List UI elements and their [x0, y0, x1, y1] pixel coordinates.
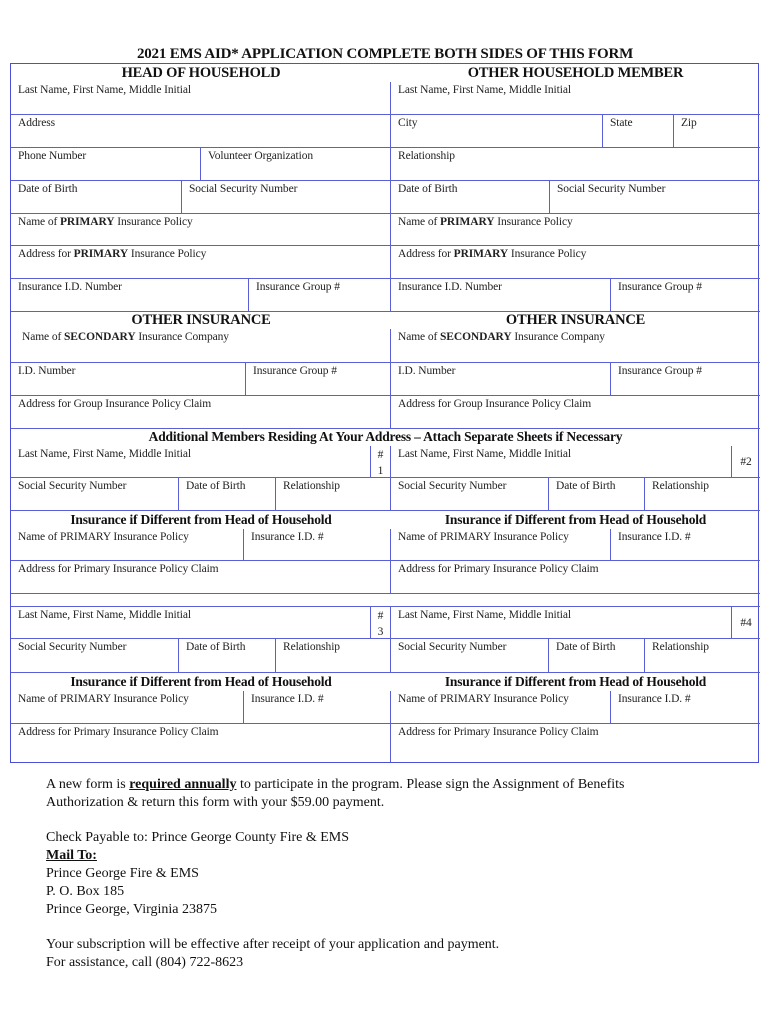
head-secondary-id-field[interactable]: I.D. Number	[11, 363, 246, 396]
member3-insurance-heading: Insurance if Different from Head of Household	[70, 674, 332, 689]
member-primary-address-field[interactable]: Address for PRIMARY Insurance Policy	[391, 246, 760, 279]
member1-insurance-heading: Insurance if Different from Head of Household	[70, 512, 332, 527]
head-secondary-group-field[interactable]: Insurance Group #	[246, 363, 391, 396]
member-primary-policy-field[interactable]: Name of PRIMARY Insurance Policy	[391, 214, 760, 246]
head-insurance-group-field[interactable]: Insurance Group #	[249, 279, 391, 312]
member3-number-tag: # 3	[371, 607, 391, 639]
form-title: 2021 EMS AID* APPLICATION COMPLETE BOTH SIDES OF THIS FORM	[136, 46, 634, 62]
head-group-claim-address-field[interactable]: Address for Group Insurance Policy Claim	[11, 396, 391, 429]
member2-primary-policy-field[interactable]: Name of PRIMARY Insurance Policy	[391, 529, 611, 561]
member-state-field[interactable]: State	[603, 115, 674, 148]
head-insurance-id-field[interactable]: Insurance I.D. Number	[11, 279, 249, 312]
other-insurance-heading-left: OTHER INSURANCE	[131, 312, 271, 328]
other-household-member-heading: OTHER HOUSEHOLD MEMBER	[467, 65, 684, 81]
member2-insurance-heading: Insurance if Different from Head of Household	[444, 512, 707, 527]
member-name-field[interactable]: Last Name, First Name, Middle Initial	[391, 82, 760, 115]
member3-dob-field[interactable]: Date of Birth	[179, 639, 276, 673]
member3-ssn-field[interactable]: Social Security Number	[11, 639, 179, 673]
member-ssn-field[interactable]: Social Security Number	[550, 181, 760, 214]
member2-insurance-id-field[interactable]: Insurance I.D. #	[611, 529, 760, 561]
head-ssn-field[interactable]: Social Security Number	[182, 181, 391, 214]
member-relationship-field[interactable]: Relationship	[391, 148, 760, 181]
member4-number-tag: #4	[732, 607, 760, 639]
section-spacer	[11, 594, 760, 607]
member1-insurance-id-field[interactable]: Insurance I.D. #	[244, 529, 391, 561]
member2-dob-field[interactable]: Date of Birth	[549, 478, 645, 511]
member-secondary-id-field[interactable]: I.D. Number	[391, 363, 611, 396]
member1-primary-policy-field[interactable]: Name of PRIMARY Insurance Policy	[11, 529, 244, 561]
member4-primary-policy-field[interactable]: Name of PRIMARY Insurance Policy	[391, 691, 611, 724]
member-insurance-group-field[interactable]: Insurance Group #	[611, 279, 760, 312]
member3-claim-address-field[interactable]: Address for Primary Insurance Policy Claim	[11, 724, 391, 762]
member1-ssn-field[interactable]: Social Security Number	[11, 478, 179, 511]
member3-relationship-field[interactable]: Relationship	[276, 639, 391, 673]
member4-claim-address-field[interactable]: Address for Primary Insurance Policy Claim	[398, 726, 599, 738]
member2-name-field[interactable]: Last Name, First Name, Middle Initial	[391, 446, 732, 478]
mail-address-line1: Prince George Fire & EMS	[46, 866, 199, 881]
member-secondary-group-field[interactable]: Insurance Group #	[611, 363, 760, 396]
head-address-field[interactable]: Address	[11, 115, 391, 148]
other-insurance-heading-right: OTHER INSURANCE	[505, 312, 646, 328]
member2-relationship-field[interactable]: Relationship	[645, 478, 760, 511]
application-form	[10, 63, 759, 763]
assistance-phone: For assistance, call (804) 722-8623	[46, 955, 244, 970]
member3-insurance-id-field[interactable]: Insurance I.D. #	[244, 691, 391, 724]
member2-number-tag: #2	[732, 446, 760, 478]
renewal-notice: A new form is required annually to participate in the program. Please sign the Assignment of Benefits Authorization & return this form with your $59.00 payment.	[46, 777, 625, 810]
member1-name-field[interactable]: Last Name, First Name, Middle Initial	[11, 446, 371, 478]
check-payable-text: Check Payable to: Prince George County Fire & EMS	[46, 830, 350, 845]
member4-dob-field[interactable]: Date of Birth	[549, 639, 645, 673]
member4-name-field[interactable]: Last Name, First Name, Middle Initial	[391, 607, 732, 639]
head-primary-address-field[interactable]: Address for PRIMARY Insurance Policy	[11, 246, 391, 279]
member-dob-field[interactable]: Date of Birth	[391, 181, 550, 214]
member1-dob-field[interactable]: Date of Birth	[179, 478, 276, 511]
member1-number-tag: # 1	[371, 446, 391, 478]
head-volunteer-org-field[interactable]: Volunteer Organization	[201, 148, 391, 181]
member-secondary-company-field[interactable]: Name of SECONDARY Insurance Company	[391, 329, 760, 363]
member3-name-field[interactable]: Last Name, First Name, Middle Initial	[11, 607, 371, 639]
member-group-claim-address-field[interactable]: Address for Group Insurance Policy Claim	[391, 396, 760, 429]
effective-notice: Your subscription will be effective after receipt of your application and payment.	[46, 937, 500, 952]
mail-address-line2: P. O. Box 185	[46, 884, 125, 899]
member4-ssn-field[interactable]: Social Security Number	[391, 639, 549, 673]
member3-primary-policy-field[interactable]: Name of PRIMARY Insurance Policy	[11, 691, 244, 724]
member-city-field[interactable]: City	[391, 115, 603, 148]
member-insurance-id-field[interactable]: Insurance I.D. Number	[391, 279, 611, 312]
mail-address-line3: Prince George, Virginia 23875	[46, 902, 218, 917]
member-zip-field[interactable]: Zip	[674, 115, 760, 148]
head-name-field[interactable]: Last Name, First Name, Middle Initial	[11, 82, 391, 115]
head-dob-field[interactable]: Date of Birth	[11, 181, 182, 214]
member2-claim-address-field[interactable]: Address for Primary Insurance Policy Claim	[391, 561, 760, 594]
head-secondary-company-field[interactable]: Name of SECONDARY Insurance Company	[11, 329, 391, 363]
member4-relationship-field[interactable]: Relationship	[645, 639, 760, 673]
head-primary-policy-field[interactable]: Name of PRIMARY Insurance Policy	[11, 214, 391, 246]
member1-claim-address-field[interactable]: Address for Primary Insurance Policy Claim	[11, 561, 391, 594]
member4-insurance-heading: Insurance if Different from Head of Household	[444, 674, 707, 689]
member1-relationship-field[interactable]: Relationship	[276, 478, 391, 511]
member4-insurance-id-field[interactable]: Insurance I.D. #	[611, 691, 760, 724]
head-of-household-heading: HEAD OF HOUSEHOLD	[121, 65, 281, 81]
mail-to-label: Mail To:	[46, 848, 97, 863]
additional-members-heading: Additional Members Residing At Your Address – Attach Separate Sheets if Necessary	[148, 429, 623, 444]
member2-ssn-field[interactable]: Social Security Number	[391, 478, 549, 511]
head-phone-field[interactable]: Phone Number	[11, 148, 201, 181]
